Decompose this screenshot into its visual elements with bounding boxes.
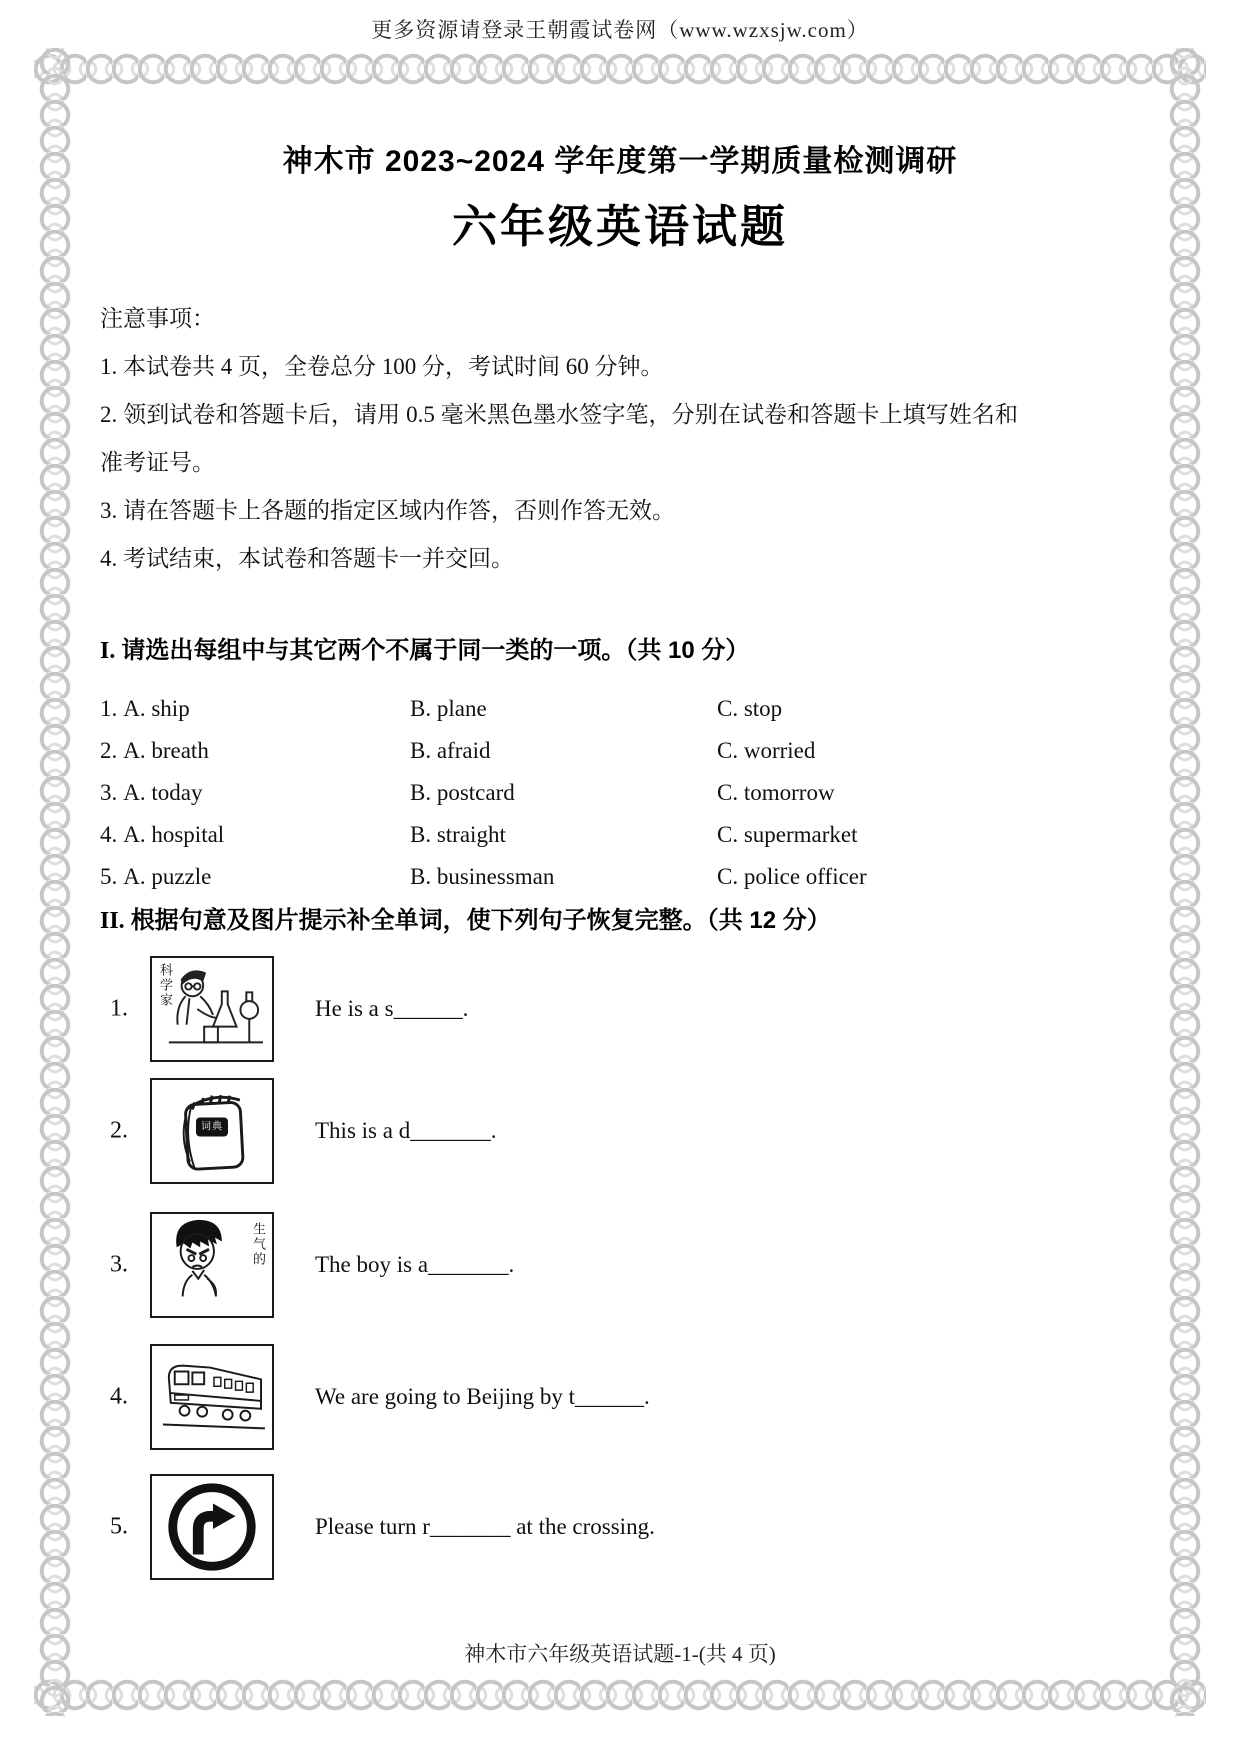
- option-c: C. worried: [717, 738, 816, 763]
- option-a: A. breath: [123, 738, 209, 763]
- section1-choices: [100, 688, 1100, 898]
- exam-title: 神木市 2023~2024 学年度第一学期质量检测调研: [282, 145, 958, 178]
- question-item-4: [100, 1344, 1100, 1450]
- option-b: B. postcard: [410, 780, 515, 805]
- exam-subtitle: 六年级英语试题: [451, 201, 788, 252]
- row-number: 5.: [100, 864, 118, 889]
- item-number: 1.: [110, 995, 128, 1022]
- border-edge-bottom: [34, 1674, 1206, 1716]
- option-b: B. straight: [410, 822, 506, 847]
- choice-cell: [100, 696, 410, 722]
- option-a: A. puzzle: [123, 864, 212, 889]
- item-number: 2.: [110, 1117, 128, 1144]
- question-sentence: Please turn r_______ at the crossing.: [315, 1514, 655, 1539]
- choice-row-4: [100, 814, 1100, 856]
- section1-heading: [100, 630, 749, 665]
- choice-cell: [100, 864, 410, 890]
- image-label: 词典: [196, 1117, 228, 1136]
- page-footer: 神木市六年级英语试题-1-(共 4 页): [464, 1642, 776, 1666]
- question-item-1: [100, 956, 1100, 1062]
- row-number: 2.: [100, 738, 118, 763]
- section2-roman-numeral: II.: [100, 908, 125, 934]
- question-item-2: [100, 1078, 1100, 1184]
- option-b: B. plane: [410, 696, 487, 721]
- choice-cell: [100, 780, 410, 806]
- option-a: A. hospital: [123, 822, 225, 847]
- row-number: 1.: [100, 696, 118, 721]
- top-banner: 更多资源请登录王朝霞试卷网（www.wzxsjw.com）: [371, 18, 869, 42]
- notice-item-3: 3. 请在答题卡上各题的指定区域内作答，否则作答无效。: [100, 498, 675, 523]
- border-edge-top: [34, 48, 1206, 90]
- choice-row-3: [100, 772, 1100, 814]
- question-sentence: The boy is a_______.: [315, 1252, 515, 1277]
- image-label: 科学家: [158, 963, 173, 1008]
- section1-roman-numeral: I.: [100, 638, 116, 664]
- section2-heading: [100, 900, 831, 935]
- choice-cell: [100, 822, 410, 848]
- question-sentence: This is a d_______.: [315, 1118, 497, 1143]
- choice-cell: [100, 738, 410, 764]
- question-sentence: He is a s______.: [315, 996, 469, 1021]
- train-image: [152, 1346, 272, 1448]
- section2-heading-text: 根据句意及图片提示补全单词，使下列句子恢复完整。（共 12 分）: [130, 907, 831, 934]
- question-image-box: [150, 1344, 274, 1450]
- question-item-3: [100, 1212, 1100, 1318]
- row-number: 3.: [100, 780, 118, 805]
- image-label: 生气的: [251, 1222, 266, 1267]
- notice-item-1: 1. 本试卷共 4 页，全卷总分 100 分，考试时间 60 分钟。: [100, 354, 664, 379]
- item-number: 4.: [110, 1383, 128, 1410]
- choice-row-1: [100, 688, 1100, 730]
- option-a: A. ship: [123, 696, 190, 721]
- option-b: B. businessman: [410, 864, 555, 889]
- turn-right-sign-image: [152, 1476, 272, 1578]
- question-image-box: [150, 1212, 274, 1318]
- border-edge-left: [34, 48, 76, 1716]
- question-item-5: [100, 1474, 1100, 1580]
- question-image-box: [150, 956, 274, 1062]
- notice-item-4: 4. 考试结束，本试卷和答题卡一并交回。: [100, 546, 514, 571]
- notices-heading: 注意事项：: [100, 306, 215, 331]
- option-c: C. supermarket: [717, 822, 858, 847]
- option-c: C. stop: [717, 696, 783, 721]
- item-number: 3.: [110, 1251, 128, 1278]
- question-image-box: [150, 1078, 274, 1184]
- item-number: 5.: [110, 1513, 128, 1540]
- question-sentence: We are going to Beijing by t______.: [315, 1384, 650, 1409]
- question-image-box: [150, 1474, 274, 1580]
- option-b: B. afraid: [410, 738, 491, 763]
- choice-row-5: [100, 856, 1100, 898]
- notice-item-2: 2. 领到试卷和答题卡后，请用 0.5 毫米黑色墨水签字笔，分别在试卷和答题卡上填写姓名和准考证号。: [100, 402, 1018, 475]
- choice-row-2: [100, 730, 1100, 772]
- notices-block: [100, 295, 1018, 583]
- section1-heading-text: 请选出每组中与其它两个不属于同一类的一项。（共 10 分）: [121, 637, 750, 664]
- option-c: C. tomorrow: [717, 780, 835, 805]
- border-edge-right: [1164, 48, 1206, 1716]
- option-c: C. police officer: [717, 864, 867, 889]
- option-a: A. today: [123, 780, 203, 805]
- row-number: 4.: [100, 822, 118, 847]
